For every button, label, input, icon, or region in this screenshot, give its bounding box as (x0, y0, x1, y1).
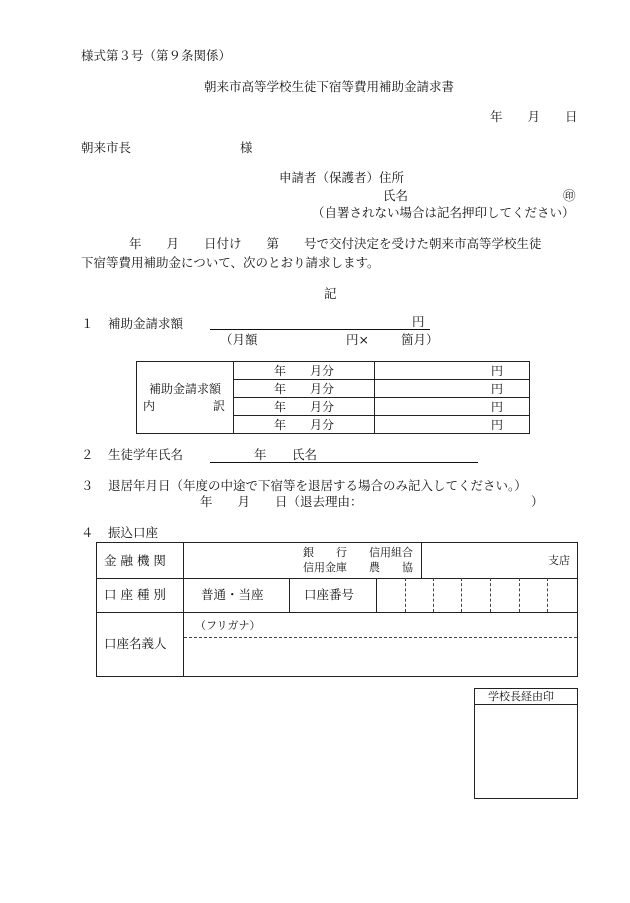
account-number-field[interactable] (379, 580, 575, 610)
account-number-divider (376, 578, 377, 612)
institution-label: 金 融 機 関 (104, 553, 166, 568)
item1-months: 箇月） (401, 332, 439, 347)
signature-note: （自署されない場合は記名押印してください） (312, 205, 575, 220)
body-line-1: 年 月 日付け 第 号で交付決定を受けた朝来市高等学校生徒 (129, 236, 542, 251)
item1-number: １ (81, 316, 94, 331)
applicant-name-label: 氏名 (383, 188, 409, 203)
breakdown-label-top: 補助金請求額 (148, 381, 221, 396)
breakdown-period[interactable]: 年 月分 (234, 362, 375, 380)
item2-number: ２ (81, 447, 94, 462)
stamp-area[interactable] (477, 707, 575, 796)
account-type-value[interactable]: 普通・当座 (201, 587, 264, 602)
bank-types-line2: 信用金庫 農 協 (303, 561, 413, 574)
addressee-suffix: 様 (240, 140, 253, 155)
item4-label: 振込口座 (108, 525, 159, 540)
breakdown-amount[interactable]: 円 (375, 398, 530, 416)
breakdown-amount[interactable]: 円 (375, 380, 530, 398)
date-line: 年 月 日 (490, 109, 578, 124)
item1-monthly-label: （月額 (220, 332, 258, 347)
bank-account-table (96, 542, 578, 677)
page-title: 朝来市高等学校生徒下宿等費用補助金請求書 (204, 79, 455, 94)
breakdown-label-bottom (137, 398, 233, 415)
account-holder-label: 口座名義人 (104, 636, 167, 651)
item4-number: ４ (81, 525, 94, 540)
breakdown-table (136, 361, 530, 434)
breakdown-label-uchi: 内 (143, 398, 156, 413)
breakdown-amount[interactable]: 円 (375, 416, 530, 434)
stamp-label: 学校長経由印 (488, 690, 554, 703)
item2-underline (210, 462, 478, 463)
item2-label: 生徒学年氏名 (108, 447, 184, 462)
furigana-divider (184, 637, 577, 638)
seal-mark: ㊞ (563, 188, 576, 203)
account-type-divider (289, 578, 290, 612)
item3-label: 退居年月日（年度の中途で下宿等を退居する場合のみ記入してください。） (108, 478, 527, 493)
account-holder-field[interactable] (187, 639, 573, 673)
bank-types-line1: 銀 行 信用組合 (303, 546, 413, 559)
stamp-header-divider (475, 704, 577, 705)
breakdown-period[interactable]: 年 月分 (234, 380, 375, 398)
form-number: 様式第３号（第９条関係） (81, 48, 232, 63)
item1-amount-underline (210, 329, 430, 330)
item1-label: 補助金請求額 (108, 316, 184, 331)
item3-date: 年 月 日（退去理由： (200, 494, 363, 509)
body-line-2: 下宿等費用補助金について、次のとおり請求します。 (81, 255, 380, 270)
branch-label: 支店 (548, 554, 570, 567)
item1-monthly-yen: 円× (346, 332, 369, 347)
item2-grade: 年 (254, 447, 267, 462)
item3-close: ） (531, 494, 544, 509)
bank-row-divider (97, 578, 577, 579)
ki-label: 記 (324, 286, 337, 301)
bank-label-divider (183, 543, 184, 676)
item3-number: ３ (81, 478, 94, 493)
applicant-address-label: 申請者（保護者）住所 (279, 170, 405, 185)
item1-yen: 円 (412, 314, 425, 329)
breakdown-label-wake: 訳 (212, 398, 225, 413)
breakdown-period[interactable]: 年 月分 (234, 398, 375, 416)
addressee: 朝来市長 (81, 140, 132, 155)
account-type-label: 口 座 種 別 (104, 587, 166, 602)
breakdown-amount[interactable]: 円 (375, 362, 530, 380)
breakdown-label-cell (137, 362, 234, 434)
furigana-label: （フリガナ） (195, 619, 261, 632)
account-number-label: 口座番号 (304, 587, 355, 602)
principal-stamp-box (474, 688, 578, 799)
bank-row-divider (97, 612, 577, 613)
branch-divider (421, 543, 422, 578)
breakdown-period[interactable]: 年 月分 (234, 416, 375, 434)
item2-name: 氏名 (292, 447, 318, 462)
institution-field[interactable] (187, 545, 417, 576)
